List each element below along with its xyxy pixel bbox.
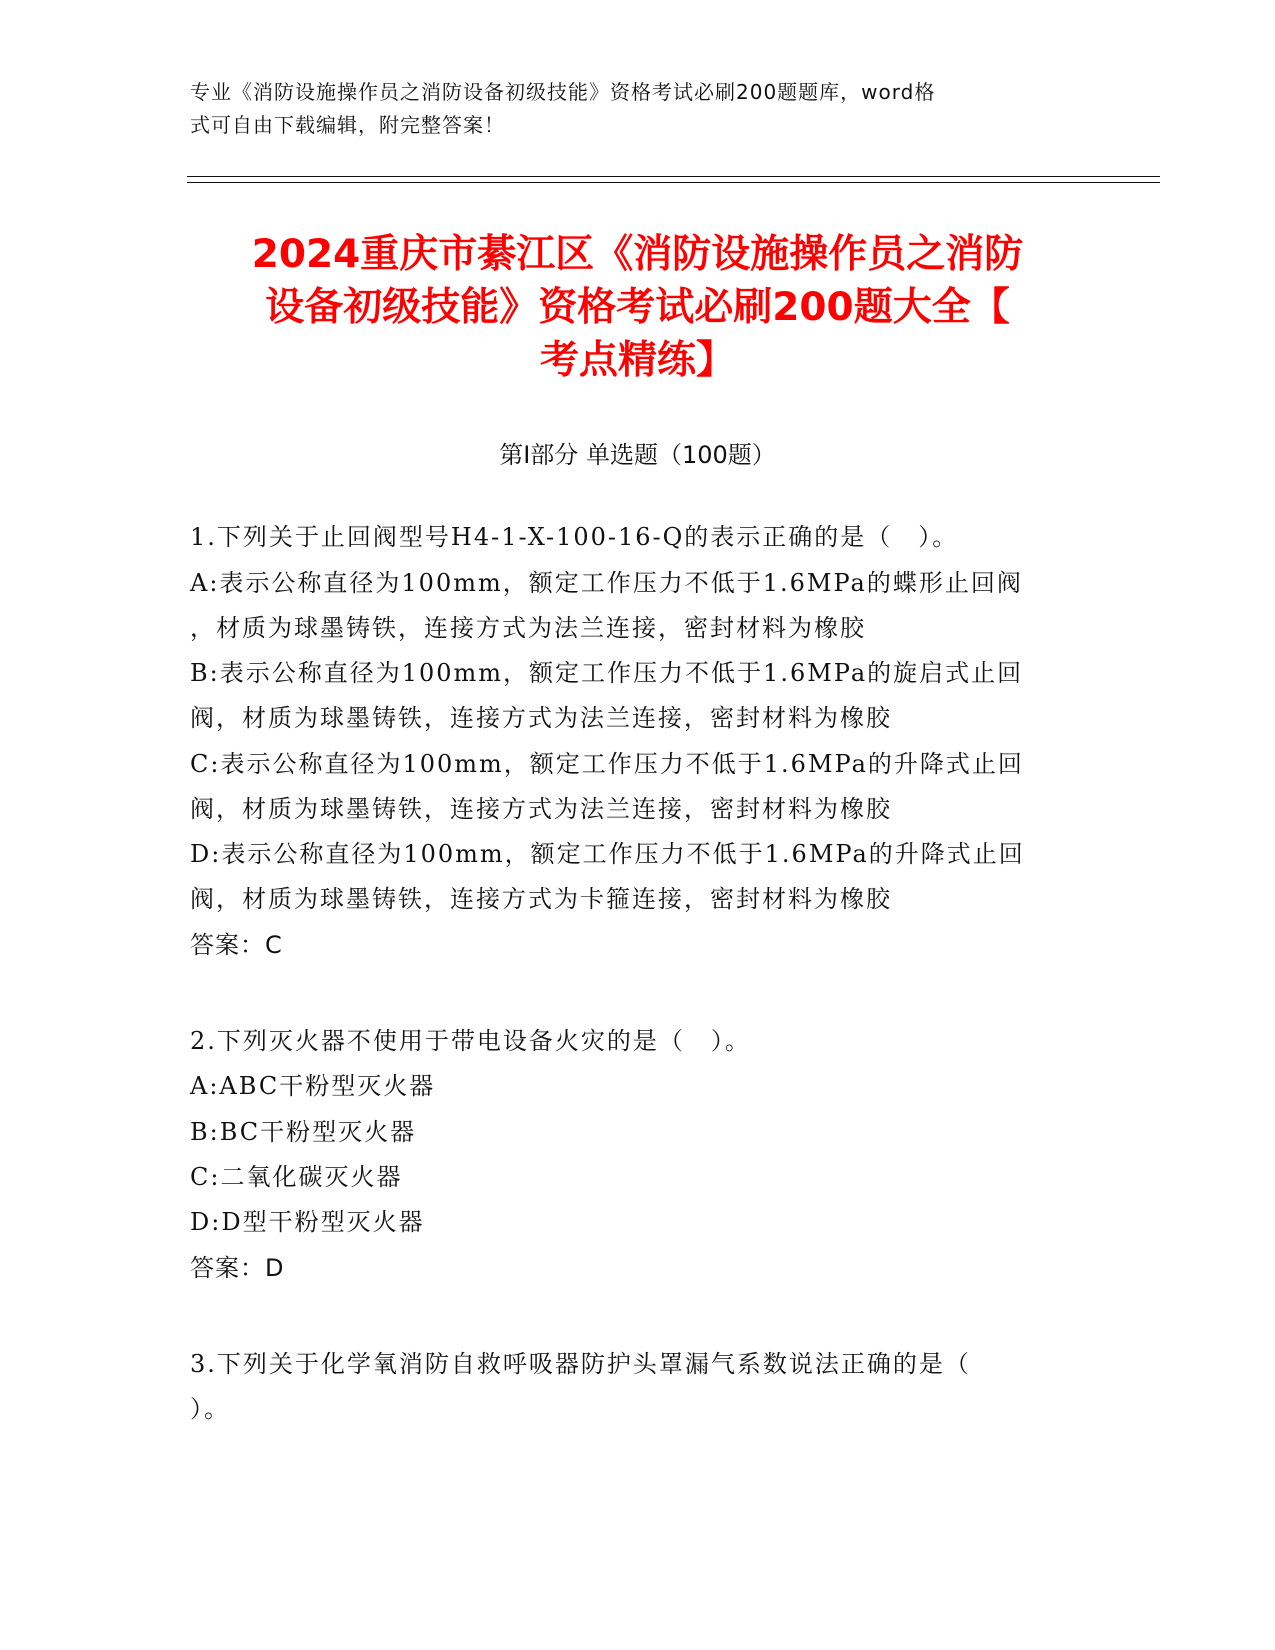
question-1-option-a-cont: ，材质为球墨铸铁，连接方式为法兰连接，密封材料为橡胶: [190, 614, 866, 642]
question-2-answer: 答案：D: [190, 1254, 285, 1282]
header-note-line: 专业《消防设施操作员之消防设备初级技能》资格考试必刷200题题库，word格: [190, 80, 936, 104]
question-1-stem: 1.下列关于止回阀型号H4-1-X-100-16-Q的表示正确的是（ ）。: [190, 523, 959, 551]
question-1-option-b: B:表示公称直径为100mm，额定工作压力不低于1.6MPa的旋启式止回: [190, 659, 1024, 687]
question-1-option-d-cont: 阀，材质为球墨铸铁，连接方式为卡箍连接，密封材料为橡胶: [190, 885, 892, 913]
question-1-option-b-cont: 阀，材质为球墨铸铁，连接方式为法兰连接，密封材料为橡胶: [190, 704, 892, 732]
question-1-option-c-cont: 阀，材质为球墨铸铁，连接方式为法兰连接，密封材料为橡胶: [190, 795, 892, 823]
question-1-option-c: C:表示公称直径为100mm，额定工作压力不低于1.6MPa的升降式止回: [190, 750, 1024, 778]
question-2-stem: 2.下列灭火器不使用于带电设备火灾的是（ ）。: [190, 1027, 751, 1055]
question-1-option-d: D:表示公称直径为100mm，额定工作压力不低于1.6MPa的升降式止回: [190, 840, 1025, 868]
question-2-option-c: C:二氧化碳灭火器: [190, 1163, 403, 1191]
title-line: 2024重庆市綦江区《消防设施操作员之消防: [251, 232, 1024, 277]
document-title: [180, 228, 1095, 387]
question-1-answer: 答案：C: [190, 931, 283, 959]
section-heading: 第Ⅰ部分 单选题（100题）: [499, 441, 776, 469]
header-note: [190, 76, 1070, 142]
header-note-line: 式可自由下载编辑，附完整答案！: [190, 113, 505, 137]
question-2-option-a: A:ABC干粉型灭火器: [190, 1072, 436, 1100]
question-2-option-d: D:D型干粉型灭火器: [190, 1208, 425, 1236]
question-3-stem: 3.下列关于化学氧消防自救呼吸器防护头罩漏气系数说法正确的是（: [190, 1350, 971, 1378]
title-line: 设备初级技能》资格考试必刷200题大全【: [265, 285, 1010, 330]
question-2-option-b: B:BC干粉型灭火器: [190, 1118, 417, 1146]
title-line: 考点精练】: [539, 338, 735, 383]
header-divider-bottom: [187, 182, 1160, 183]
question-1-option-a: A:表示公称直径为100mm，额定工作压力不低于1.6MPa的蝶形止回阀: [190, 569, 1023, 597]
question-3-stem-cont: ）。: [190, 1395, 230, 1423]
header-divider-top: [187, 176, 1160, 177]
